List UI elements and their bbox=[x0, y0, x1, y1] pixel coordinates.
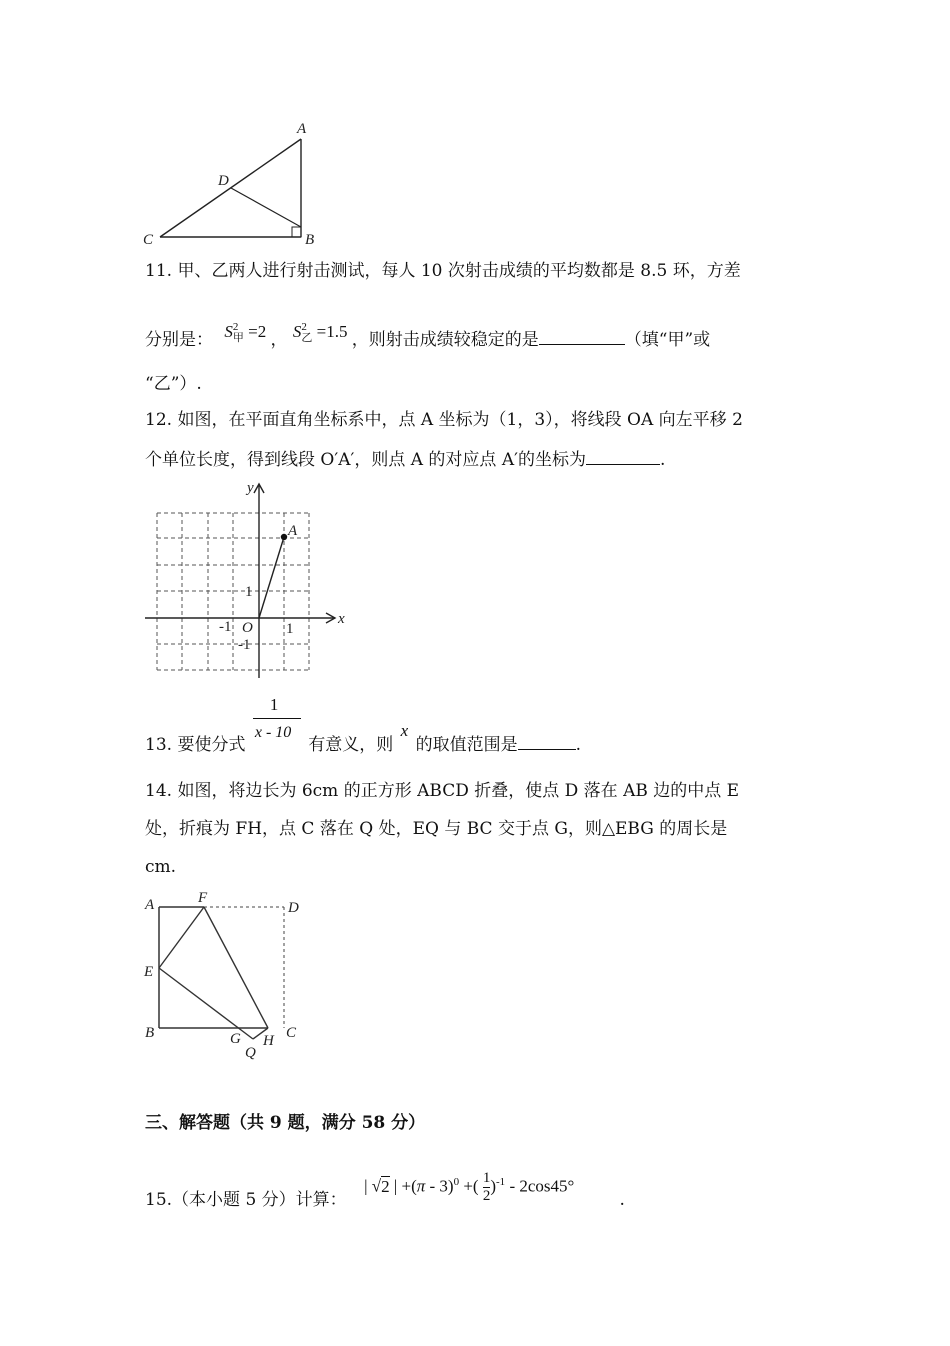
pi: π bbox=[416, 1176, 426, 1196]
s2-sup: 2 bbox=[301, 321, 307, 334]
minus-3: - 3) bbox=[425, 1176, 454, 1196]
variance-yi bbox=[292, 321, 352, 345]
label-B: B bbox=[305, 232, 315, 248]
q11-line2-suffix: ，则射击成绩较稳定的是 bbox=[351, 330, 539, 350]
q11-line2-end: （填“甲”或 bbox=[624, 330, 711, 350]
q13-prefix: 13. 要使分式 bbox=[145, 735, 246, 755]
q12-line2-text: 个单位长度，得到线段 O′A′，则点 A 的对应点 A′的坐标为 bbox=[145, 450, 586, 470]
tick-x-1: 1 bbox=[286, 621, 294, 637]
coordinate-figure bbox=[140, 478, 360, 683]
section-heading: 三、解答题（共 9 题，满分 58 分） bbox=[145, 1113, 426, 1133]
label-Q: Q bbox=[245, 1045, 256, 1061]
label-D: D bbox=[288, 900, 299, 916]
abs-open: | bbox=[364, 1176, 368, 1196]
q11-line2-prefix: 分别是： bbox=[145, 330, 213, 350]
frac-num: 1 bbox=[482, 1170, 491, 1187]
comma: ， bbox=[270, 330, 288, 350]
plus-open1: +( bbox=[401, 1176, 417, 1196]
q15-end: . bbox=[619, 1190, 625, 1210]
x-axis-label: x bbox=[338, 611, 345, 627]
label-G: G bbox=[230, 1031, 241, 1047]
fraction bbox=[251, 695, 303, 757]
fraction-bar bbox=[253, 718, 301, 719]
label-D: D bbox=[218, 173, 229, 189]
label-A: A bbox=[297, 121, 307, 137]
s2-sub: 乙 bbox=[301, 332, 313, 345]
q13-suffix: 的取值范围是 bbox=[415, 735, 518, 755]
answer-blank-q12[interactable] bbox=[586, 446, 660, 465]
q12-line1: 12. 如图，在平面直角坐标系中，点 A 坐标为（1，3），将线段 OA 向左平移 2 bbox=[145, 410, 743, 430]
sqrt-sign: √ bbox=[371, 1176, 382, 1196]
pow-0: 0 bbox=[453, 1176, 460, 1188]
pow-m1: -1 bbox=[496, 1176, 506, 1188]
tick-x-m1: -1 bbox=[219, 619, 232, 635]
q11-line3: “乙”）. bbox=[145, 374, 202, 394]
y-axis-label: y bbox=[247, 480, 254, 496]
close-paren: ) bbox=[490, 1176, 497, 1196]
expression bbox=[352, 1170, 614, 1212]
q11-line2 bbox=[145, 321, 711, 352]
var-x: x bbox=[400, 721, 409, 740]
label-H: H bbox=[263, 1033, 274, 1049]
q15-prefix: 15.（本小题 5 分）计算： bbox=[145, 1190, 347, 1210]
triangle-figure bbox=[135, 115, 335, 255]
q14-line2: 处，折痕为 FH，点 C 落在 Q 处，EQ 与 BC 交于点 G，则△EBG 的周长是 bbox=[145, 819, 728, 839]
cos-tail: - 2cos45° bbox=[505, 1176, 575, 1196]
point-a-label: A bbox=[288, 523, 298, 539]
label-C: C bbox=[143, 232, 154, 248]
abs-close: | bbox=[393, 1176, 398, 1196]
q14-line1: 14. 如图，将边长为 6cm 的正方形 ABCD 折叠，使点 D 落在 AB 边的中点 E bbox=[145, 781, 740, 801]
q13-line bbox=[145, 695, 582, 757]
frac-den: 2 bbox=[482, 1188, 491, 1205]
s-symbol: S bbox=[292, 322, 302, 341]
q13-middle: 有意义，则 bbox=[308, 735, 394, 755]
tick-y-1: 1 bbox=[245, 584, 253, 600]
label-E: E bbox=[144, 964, 154, 980]
q15-line bbox=[145, 1170, 625, 1212]
plus-open2: +( bbox=[463, 1176, 479, 1196]
s1-sup: 2 bbox=[232, 321, 239, 334]
q11-line1: 11. 甲、乙两人进行射击测试，每人 10 次射击成绩的平均数都是 8.5 环，方差 bbox=[145, 261, 741, 281]
variance-jia bbox=[224, 321, 270, 345]
sqrt-radicand: 2 bbox=[381, 1176, 390, 1196]
q13-end: . bbox=[575, 735, 582, 755]
tick-y-m1: -1 bbox=[238, 637, 251, 653]
q12-line2-end: . bbox=[659, 450, 666, 470]
label-C: C bbox=[286, 1025, 297, 1041]
point-a-dot bbox=[281, 534, 287, 540]
answer-blank-q11[interactable] bbox=[539, 326, 625, 345]
origin-label: O bbox=[242, 620, 253, 636]
label-B: B bbox=[145, 1025, 155, 1041]
q14-line3: cm. bbox=[145, 857, 177, 877]
s1-sub: 甲 bbox=[232, 332, 244, 345]
fraction-denominator: x - 10 bbox=[254, 724, 292, 741]
s2-value: =1.5 bbox=[316, 322, 348, 341]
fraction-numerator: 1 bbox=[269, 695, 279, 714]
square-figure bbox=[135, 885, 325, 1065]
label-A: A bbox=[145, 897, 155, 913]
label-F: F bbox=[198, 890, 208, 906]
answer-blank-q13[interactable] bbox=[518, 731, 576, 750]
q12-line2 bbox=[145, 446, 665, 472]
s1-value: =2 bbox=[248, 322, 267, 341]
s-symbol: S bbox=[224, 322, 233, 341]
